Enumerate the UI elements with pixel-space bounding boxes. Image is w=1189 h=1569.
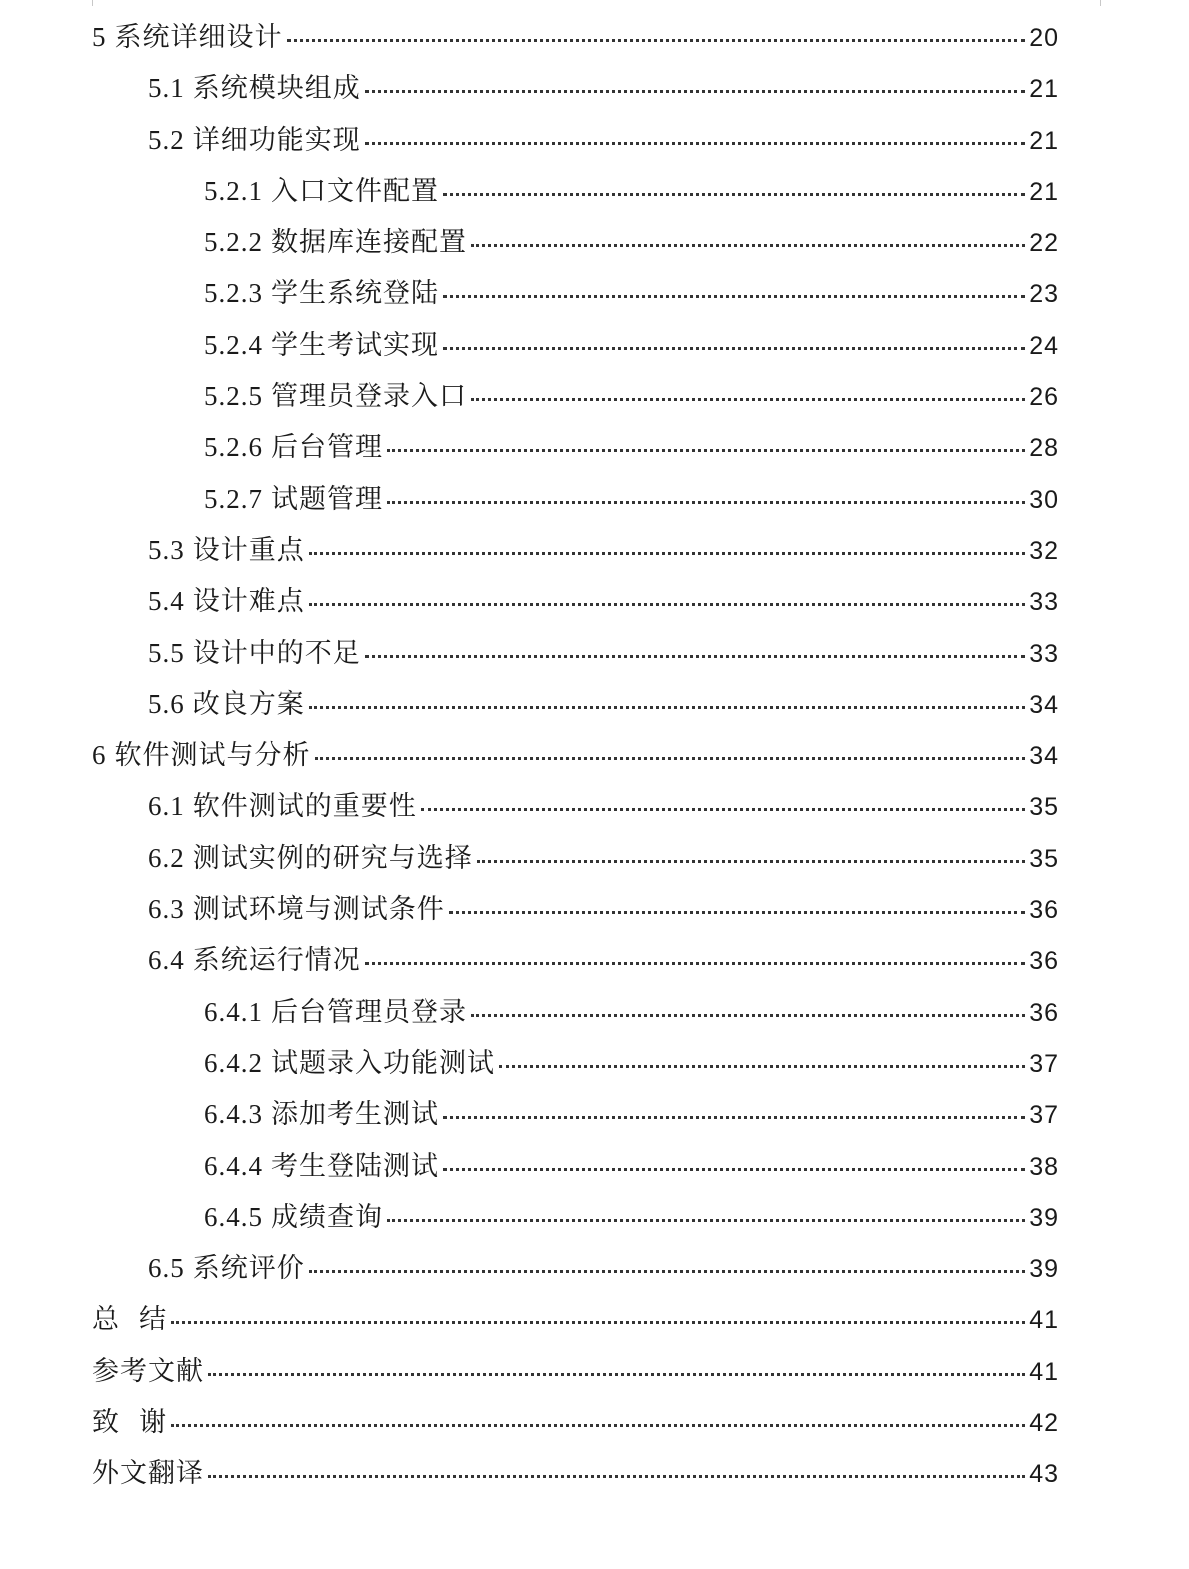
- toc-page-number: 21: [1029, 75, 1059, 104]
- toc-entry-title: [204, 268, 439, 319]
- toc-entry[interactable]: [0, 576, 1189, 627]
- toc-entry-number: 6.4.3: [204, 1099, 263, 1130]
- toc-page-number: 23: [1029, 280, 1059, 309]
- toc-page-number: 41: [1029, 1306, 1059, 1335]
- toc-page-number: 35: [1029, 793, 1059, 822]
- toc-entry-text: 软件测试的重要性: [192, 791, 417, 823]
- toc-page-number: 36: [1029, 998, 1059, 1027]
- toc-entry-text: 管理员登录入口: [271, 381, 467, 413]
- toc-entry-text: 致 谢: [92, 1407, 168, 1439]
- toc-entry-title: [148, 1243, 305, 1294]
- toc-entry[interactable]: [0, 1243, 1189, 1294]
- toc-entry-number: 5.1: [148, 73, 185, 104]
- toc-entry-text: 试题管理: [271, 483, 383, 515]
- toc-page-number: 34: [1029, 742, 1059, 771]
- toc-entry[interactable]: [0, 115, 1189, 166]
- toc-entry-number: 5.2.2: [204, 227, 263, 258]
- toc-entry-text: 成绩查询: [271, 1201, 383, 1233]
- toc-entry-number: 6.4.2: [204, 1047, 263, 1078]
- toc-entry-title: [148, 833, 473, 884]
- toc-page-number: 35: [1029, 844, 1059, 873]
- toc-dot-leader: [471, 1014, 1025, 1017]
- toc-entry-text: 设计难点: [192, 586, 305, 618]
- toc-entry-text: 测试实例的研究与选择: [192, 842, 473, 874]
- toc-entry-number: 6.3: [148, 894, 185, 925]
- toc-entry-title: [204, 1089, 439, 1140]
- toc-entry-text: 详细功能实现: [192, 124, 361, 156]
- toc-entry[interactable]: [0, 1038, 1189, 1089]
- toc-page-number: 34: [1029, 690, 1059, 719]
- toc-entry-text: 设计重点: [192, 534, 305, 566]
- toc-dot-leader: [315, 757, 1026, 760]
- toc-page-number: 43: [1029, 1460, 1059, 1489]
- toc-entry-number: 5: [92, 22, 107, 52]
- table-of-contents: [0, 12, 1189, 1500]
- toc-entry[interactable]: [0, 1089, 1189, 1140]
- toc-entry[interactable]: [0, 371, 1189, 422]
- toc-entry-text: 总 结: [92, 1304, 168, 1336]
- toc-entry-text: 数据库连接配置: [271, 227, 467, 259]
- toc-entry-number: 5.2.6: [204, 432, 263, 463]
- toc-entry[interactable]: [0, 422, 1189, 473]
- toc-entry-title: [204, 1192, 383, 1243]
- toc-entry[interactable]: [0, 1448, 1189, 1499]
- toc-entry-number: 6.4: [148, 945, 185, 976]
- toc-page-number: 21: [1029, 177, 1059, 206]
- toc-entry-text: 考生登陆测试: [271, 1150, 439, 1182]
- toc-entry-number: 5.2: [148, 124, 185, 155]
- toc-page-number: 32: [1029, 536, 1059, 565]
- toc-entry-title: [204, 422, 383, 473]
- toc-dot-leader: [309, 706, 1025, 709]
- toc-entry[interactable]: [0, 730, 1189, 781]
- toc-entry[interactable]: [0, 525, 1189, 576]
- toc-entry-number: 5.6: [148, 688, 185, 719]
- toc-page-number: 21: [1029, 126, 1059, 155]
- toc-dot-leader: [443, 1116, 1025, 1119]
- toc-entry[interactable]: [0, 268, 1189, 319]
- toc-entry[interactable]: [0, 63, 1189, 114]
- toc-entry-number: 5.2.3: [204, 278, 263, 309]
- toc-page-number: 37: [1029, 1049, 1059, 1078]
- toc-entry[interactable]: [0, 474, 1189, 525]
- toc-entry-title: [204, 987, 467, 1038]
- toc-entry-number: 6.4.5: [204, 1201, 263, 1232]
- toc-entry[interactable]: [0, 1294, 1189, 1345]
- toc-page-number: 41: [1029, 1357, 1059, 1386]
- toc-entry-title: [148, 781, 417, 832]
- toc-entry-title: [204, 474, 383, 525]
- toc-entry-text: 软件测试与分析: [114, 740, 311, 772]
- toc-dot-leader: [365, 142, 1025, 145]
- toc-page-number: 20: [1029, 24, 1059, 52]
- toc-entry-title: [148, 115, 361, 166]
- toc-entry-title: [204, 1038, 495, 1089]
- toc-entry[interactable]: [0, 679, 1189, 730]
- toc-entry[interactable]: [0, 781, 1189, 832]
- toc-entry-title: [148, 628, 361, 679]
- toc-entry-title: [148, 576, 305, 627]
- toc-dot-leader: [443, 347, 1025, 350]
- toc-entry-number: 6.4.1: [204, 996, 263, 1027]
- toc-entry-number: 5.2.1: [204, 175, 263, 206]
- toc-dot-leader: [471, 398, 1025, 401]
- toc-entry[interactable]: [0, 320, 1189, 371]
- toc-page-number: 26: [1029, 383, 1059, 412]
- toc-entry-text: 学生考试实现: [271, 329, 439, 361]
- page-corner-mark-left: [52, 0, 93, 6]
- toc-dot-leader: [387, 501, 1025, 504]
- toc-page-number: 22: [1029, 229, 1059, 258]
- page-corner-mark-right: [1100, 0, 1141, 6]
- toc-dot-leader: [421, 808, 1025, 811]
- toc-entry-title: [92, 1397, 167, 1448]
- toc-dot-leader: [309, 603, 1025, 606]
- toc-entry-number: 6: [92, 740, 107, 771]
- toc-entry-title: [148, 63, 361, 114]
- toc-entry[interactable]: [0, 987, 1189, 1038]
- toc-entry-title: [148, 525, 305, 576]
- toc-entry-title: [92, 12, 283, 63]
- toc-dot-leader: [499, 1065, 1025, 1068]
- toc-dot-leader: [443, 295, 1025, 298]
- toc-entry-title: [204, 371, 467, 422]
- toc-dot-leader: [365, 90, 1025, 93]
- toc-entry-number: 6.2: [148, 842, 185, 873]
- toc-entry-text: 入口文件配置: [271, 175, 439, 207]
- toc-page-number: 24: [1029, 331, 1059, 360]
- toc-dot-leader: [365, 962, 1025, 965]
- toc-dot-leader: [449, 911, 1025, 914]
- toc-entry[interactable]: [0, 1141, 1189, 1192]
- toc-entry[interactable]: [0, 884, 1189, 935]
- toc-page-number: 33: [1029, 588, 1059, 617]
- toc-page-number: 38: [1029, 1152, 1059, 1181]
- toc-entry-title: [204, 1141, 439, 1192]
- toc-entry-text: 测试环境与测试条件: [192, 894, 445, 926]
- toc-dot-leader: [443, 193, 1025, 196]
- toc-dot-leader: [365, 655, 1025, 658]
- toc-entry[interactable]: [0, 12, 1189, 63]
- toc-page-number: 36: [1029, 947, 1059, 976]
- toc-page-number: 37: [1029, 1101, 1059, 1130]
- toc-entry-text: 系统运行情况: [192, 945, 361, 977]
- toc-dot-leader: [471, 244, 1025, 247]
- toc-dot-leader: [309, 552, 1025, 555]
- toc-entry-number: 5.3: [148, 534, 185, 565]
- toc-entry-title: [204, 320, 439, 371]
- toc-dot-leader: [208, 1475, 1025, 1478]
- toc-entry-title: [92, 1448, 204, 1499]
- toc-page-number: 39: [1029, 1255, 1059, 1284]
- toc-entry-title: [148, 884, 445, 935]
- toc-entry-number: 5.2.5: [204, 381, 263, 412]
- toc-entry[interactable]: [0, 166, 1189, 217]
- toc-entry-text: 添加考生测试: [271, 1099, 439, 1131]
- toc-entry-number: 5.2.4: [204, 329, 263, 360]
- toc-entry-text: 参考文献: [92, 1355, 204, 1387]
- toc-entry-number: 5.4: [148, 586, 185, 617]
- toc-dot-leader: [477, 860, 1025, 863]
- toc-dot-leader: [387, 449, 1025, 452]
- toc-page-number: 36: [1029, 896, 1059, 925]
- toc-entry[interactable]: [0, 628, 1189, 679]
- toc-dot-leader: [309, 1270, 1025, 1273]
- toc-entry-number: 5.5: [148, 637, 185, 668]
- toc-entry-text: 后台管理员登录: [271, 996, 467, 1028]
- toc-entry-text: 系统模块组成: [192, 73, 361, 105]
- toc-entry-title: [92, 730, 311, 781]
- toc-page-number: 42: [1029, 1409, 1059, 1438]
- toc-entry-text: 外文翻译: [92, 1458, 204, 1490]
- toc-entry[interactable]: [0, 935, 1189, 986]
- toc-page-number: 30: [1029, 485, 1059, 514]
- toc-dot-leader: [287, 39, 1026, 42]
- toc-dot-leader: [171, 1321, 1025, 1324]
- toc-entry[interactable]: [0, 833, 1189, 884]
- toc-entry-text: 系统评价: [192, 1253, 305, 1285]
- toc-entry-title: [148, 679, 305, 730]
- toc-entry[interactable]: [0, 217, 1189, 268]
- toc-page-number: 28: [1029, 434, 1059, 463]
- toc-dot-leader: [443, 1168, 1025, 1171]
- toc-entry-text: 后台管理: [271, 432, 383, 464]
- toc-entry-title: [204, 217, 467, 268]
- toc-entry[interactable]: [0, 1397, 1189, 1448]
- toc-entry-number: 5.2.7: [204, 483, 263, 514]
- toc-entry-title: [204, 166, 439, 217]
- toc-entry-number: 6.5: [148, 1253, 185, 1284]
- toc-entry-number: 6.1: [148, 791, 185, 822]
- toc-entry-title: [92, 1294, 167, 1345]
- toc-entry[interactable]: [0, 1192, 1189, 1243]
- toc-page-number: 33: [1029, 639, 1059, 668]
- toc-entry-text: 试题录入功能测试: [271, 1047, 495, 1079]
- toc-dot-leader: [171, 1424, 1025, 1427]
- toc-dot-leader: [387, 1219, 1025, 1222]
- toc-entry-text: 设计中的不足: [192, 637, 361, 669]
- toc-entry-number: 6.4.4: [204, 1150, 263, 1181]
- toc-entry-text: 改良方案: [192, 688, 305, 720]
- toc-entry[interactable]: [0, 1346, 1189, 1397]
- toc-dot-leader: [208, 1373, 1025, 1376]
- toc-page-number: 39: [1029, 1203, 1059, 1232]
- toc-entry-title: [148, 935, 361, 986]
- toc-entry-text: 系统详细设计: [114, 22, 283, 53]
- toc-entry-title: [92, 1346, 204, 1397]
- toc-entry-text: 学生系统登陆: [271, 278, 439, 310]
